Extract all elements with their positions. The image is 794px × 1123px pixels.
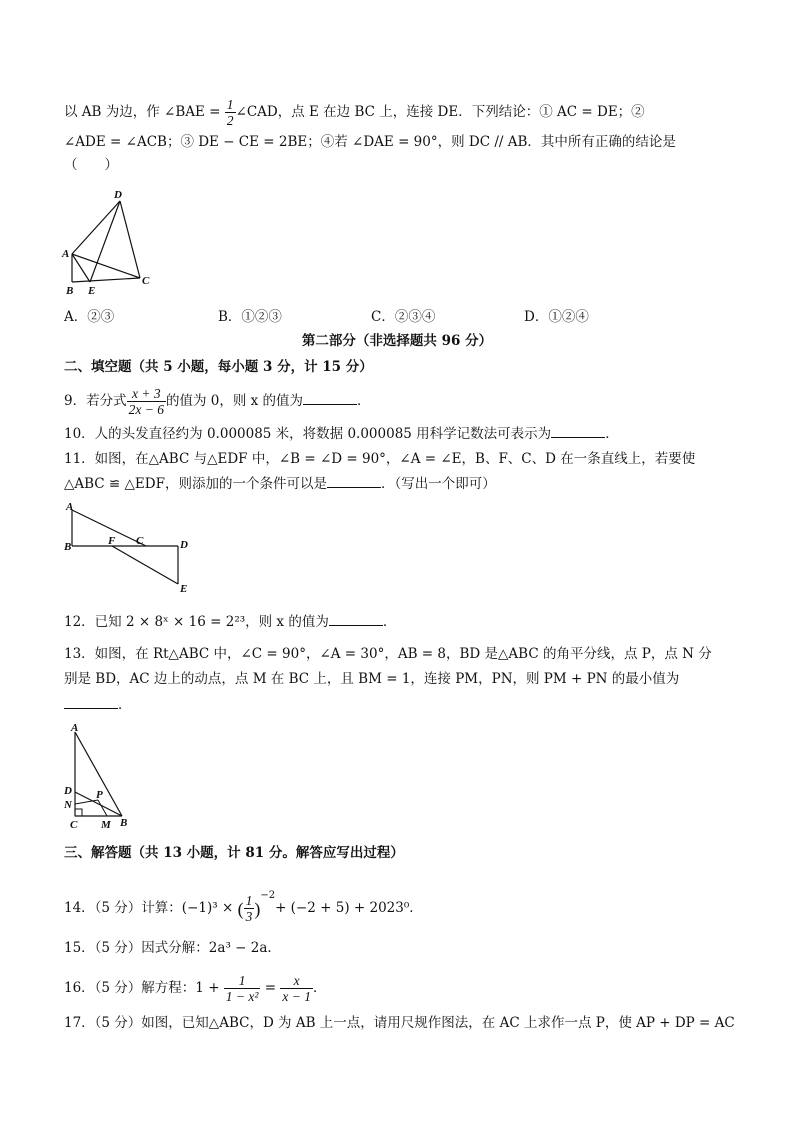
q11-label-c: C — [136, 535, 144, 547]
q11-label-f: F — [108, 535, 116, 547]
q11-label-d: D — [180, 539, 188, 551]
q8-label-e: E — [88, 285, 96, 297]
q13-answer-blank[interactable] — [64, 694, 118, 709]
q14-fraction: $\frac{1}{3}$ — [245, 893, 253, 924]
q13-label-d: D — [64, 785, 72, 797]
q11-answer-blank[interactable] — [327, 473, 381, 488]
q13-label-p: P — [96, 789, 103, 801]
q13-figure — [60, 720, 140, 832]
q13-label-c: C — [70, 819, 78, 831]
q8-figure — [60, 186, 160, 298]
q8-fraction: $\frac{1}{2}$ — [226, 97, 234, 128]
q9-answer-blank[interactable] — [303, 390, 357, 405]
q8-line3: （ ） — [64, 157, 118, 173]
section2-title: 二、填空题（共 5 小题，每小题 3 分，计 15 分） — [64, 359, 373, 375]
q8-label-d: D — [114, 189, 122, 201]
q8-label-b: B — [66, 285, 74, 297]
q11-figure — [60, 498, 200, 598]
q12: 12．已知 2 × 8ˣ × 16 = 2²³，则 x 的值为 ． — [64, 611, 396, 632]
q8-line1-a: 以 AB 为边，作 ∠BAE = — [64, 104, 225, 120]
q8-option-a: A．②③ — [64, 309, 115, 325]
q10-answer-blank[interactable] — [551, 423, 605, 438]
q12-answer-blank[interactable] — [329, 611, 383, 626]
q15: 15．（5 分）因式分解：2a³ − 2a． — [64, 940, 281, 956]
q11-line2: △ABC ≌ △EDF，则添加的一个条件可以是 ．（写出一个即可） — [64, 473, 496, 494]
q13-label-m: M — [101, 819, 111, 831]
q13-line1: 13．如图，在 Rt△ABC 中，∠C = 90°，∠A = 30°，AB = 8，BD 是△ABC 的角平分线，点 P，点 N 分 — [64, 646, 712, 662]
part2-title: 第二部分（非选择题共 96 分） — [301, 333, 493, 349]
q8-line2: ∠ADE = ∠ACB；③ DE − CE = 2BE；④若 ∠DAE = 90°，则 DC // AB．其中所有正确的结论是 — [64, 134, 676, 150]
q11-label-a: A — [66, 501, 74, 513]
q8-option-b: B．①②③ — [218, 309, 282, 325]
q11-line1: 11．如图，在△ABC 与△EDF 中，∠B = ∠D = 90°，∠A = ∠E，B、F、C、D 在一条直线上，若要使 — [64, 451, 696, 467]
q14-exponent: −2 — [260, 890, 276, 901]
q13-label-n: N — [64, 799, 72, 811]
q8-label-a: A — [62, 248, 70, 260]
section3-title: 三、解答题（共 13 小题，计 81 分。解答应写出过程） — [64, 845, 404, 861]
q13-label-b: B — [120, 817, 128, 829]
q17: 17．（5 分）如图，已知△ABC，D 为 AB 上一点，请用尺规作图法，在 AC 上求作一点 P，使 AP + DP = AC — [64, 1015, 735, 1031]
q8-option-d: D．①②④ — [524, 309, 589, 325]
q16: 16．（5 分）解方程：1 + $\frac{1}{\text{1 − x²}}$ = $\frac{x}{x - 1}$ ． — [64, 973, 327, 1004]
q8-line1-b: ∠CAD，点 E 在边 BC 上，连接 DE．下列结论：① AC = DE；② — [235, 104, 645, 120]
q14: 14．（5 分）计算：(−1)³ × ( $\frac{1}{3}$ )$^{-2}$+ (−2 + 5) + 2023⁰． — [64, 890, 423, 924]
q8-label-c: C — [142, 275, 150, 287]
q11-label-e: E — [180, 583, 188, 595]
q16-fraction-2: $\frac{x}{x - 1}$ — [282, 973, 311, 1004]
q11-label-b: B — [64, 541, 72, 553]
q13-line3: ． — [64, 694, 132, 715]
q10: 10．人的头发直径约为 0.000085 米，将数据 0.000085 用科学记数法可表示为 ． — [64, 423, 619, 444]
q13-line2: 别是 BD，AC 边上的动点，点 M 在 BC 上，且 BM = 1，连接 PM，PN，则 PM + PN 的最小值为 — [64, 671, 680, 687]
q8-option-c: C．②③④ — [371, 309, 436, 325]
q9-fraction: $\frac{x + 3}{2x - 6}$ — [128, 386, 164, 417]
q9: 9．若分式 $\frac{x + 3}{2x - 6}$ 的值为 0，则 x 的值为 ． — [64, 386, 371, 417]
q13-label-a: A — [71, 722, 79, 734]
q16-fraction-1: $\frac{1}{\text{1 − x²}}$ — [225, 973, 259, 1004]
q8-line1 — [64, 97, 645, 128]
